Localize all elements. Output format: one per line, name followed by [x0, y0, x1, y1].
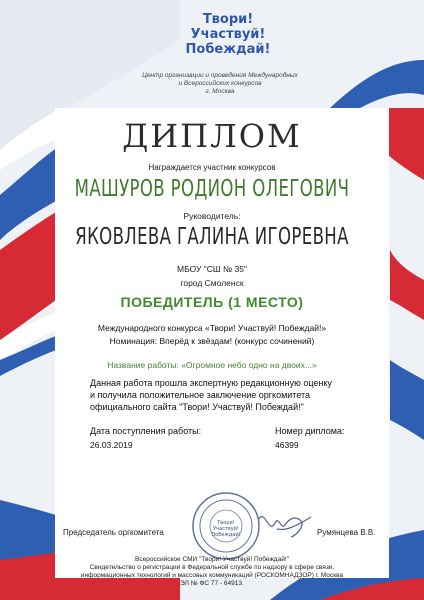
date-label: Дата поступления работы: [90, 426, 202, 436]
diploma-number-label: Номер диплома: [275, 426, 345, 436]
footer-line-4: ЭЛ № ФС 77 - 64913. [180, 580, 244, 587]
review-text [90, 377, 350, 413]
place-award: ПОБЕДИТЕЛЬ (1 МЕСТО) [120, 294, 304, 310]
participant-name: МАШУРОВ РОДИОН ОЛЕГОВИЧ [74, 176, 350, 202]
slogan-line-1: Твори! [202, 12, 254, 27]
organizer-line-1: Центр организации и проведения Международных [142, 72, 298, 79]
footer-line-2: Свидетельство о регистрации в Федеральной службе по надзору в сфере связи, [89, 564, 335, 571]
supervisor-name: ЯКОВЛЕВА ГАЛИНА ИГОРЕВНА [75, 224, 349, 250]
nomination-line: Номинация: Вперёд к звёздам! (конкурс сочинений) [109, 336, 315, 346]
supervisor-label: Руководитель: [183, 211, 241, 221]
review-line-1: Данная работа прошла экспертную редакционную оценку [90, 378, 332, 388]
svg-text:Побеждай!: Побеждай! [211, 532, 241, 538]
supervisor-name-wrapper [0, 224, 424, 250]
awarded-label: Награждается участник конкурсов [148, 163, 276, 172]
organizer-line-3: г. Москва [205, 88, 235, 95]
contest-line: Международного конкурса «Твори! Участвуй! Побеждай!» [97, 323, 327, 333]
svg-text:Участвуй!: Участвуй! [213, 526, 239, 532]
date-value: 26.03.2019 [90, 440, 133, 450]
organizer-line-2: и Всероссийских конкурсов [178, 80, 262, 87]
slogan-line-3: Побеждай! [185, 42, 271, 57]
svg-text:Твори!: Твори! [217, 520, 235, 526]
participant-name-wrapper [0, 176, 424, 202]
diploma-number-value: 46399 [275, 440, 299, 450]
diploma-title: ДИПЛОМ [122, 117, 302, 155]
organizer-info [140, 72, 300, 96]
slogan [150, 12, 306, 57]
chair-name: Румянцева В.В. [317, 528, 376, 537]
footer-line-3: информационных технологий и массовых коммуникаций (РОСКОМНАДЗОР) г. Москва [80, 572, 344, 579]
signature-mark [255, 505, 315, 545]
review-line-2: и получила положительное заключение оргкомитета [90, 390, 311, 400]
chair-label: Председатель оргкомитета [63, 528, 164, 537]
official-stamp [190, 490, 262, 562]
footer-line-1: Всероссийское СМИ "Твори! Участвуй! Побеждай!" [135, 556, 289, 563]
work-title: Название работы: «Огромное небо одно на двоих...» [107, 360, 317, 370]
slogan-line-2: Участвуй! [190, 27, 266, 42]
school-name: МБОУ "СШ № 35" [176, 264, 247, 274]
review-line-3: официального сайта "Твори! Участвуй! Побеждай!" [90, 402, 304, 412]
city-name: город Смоленск [180, 278, 244, 288]
footer-registration [0, 556, 424, 588]
